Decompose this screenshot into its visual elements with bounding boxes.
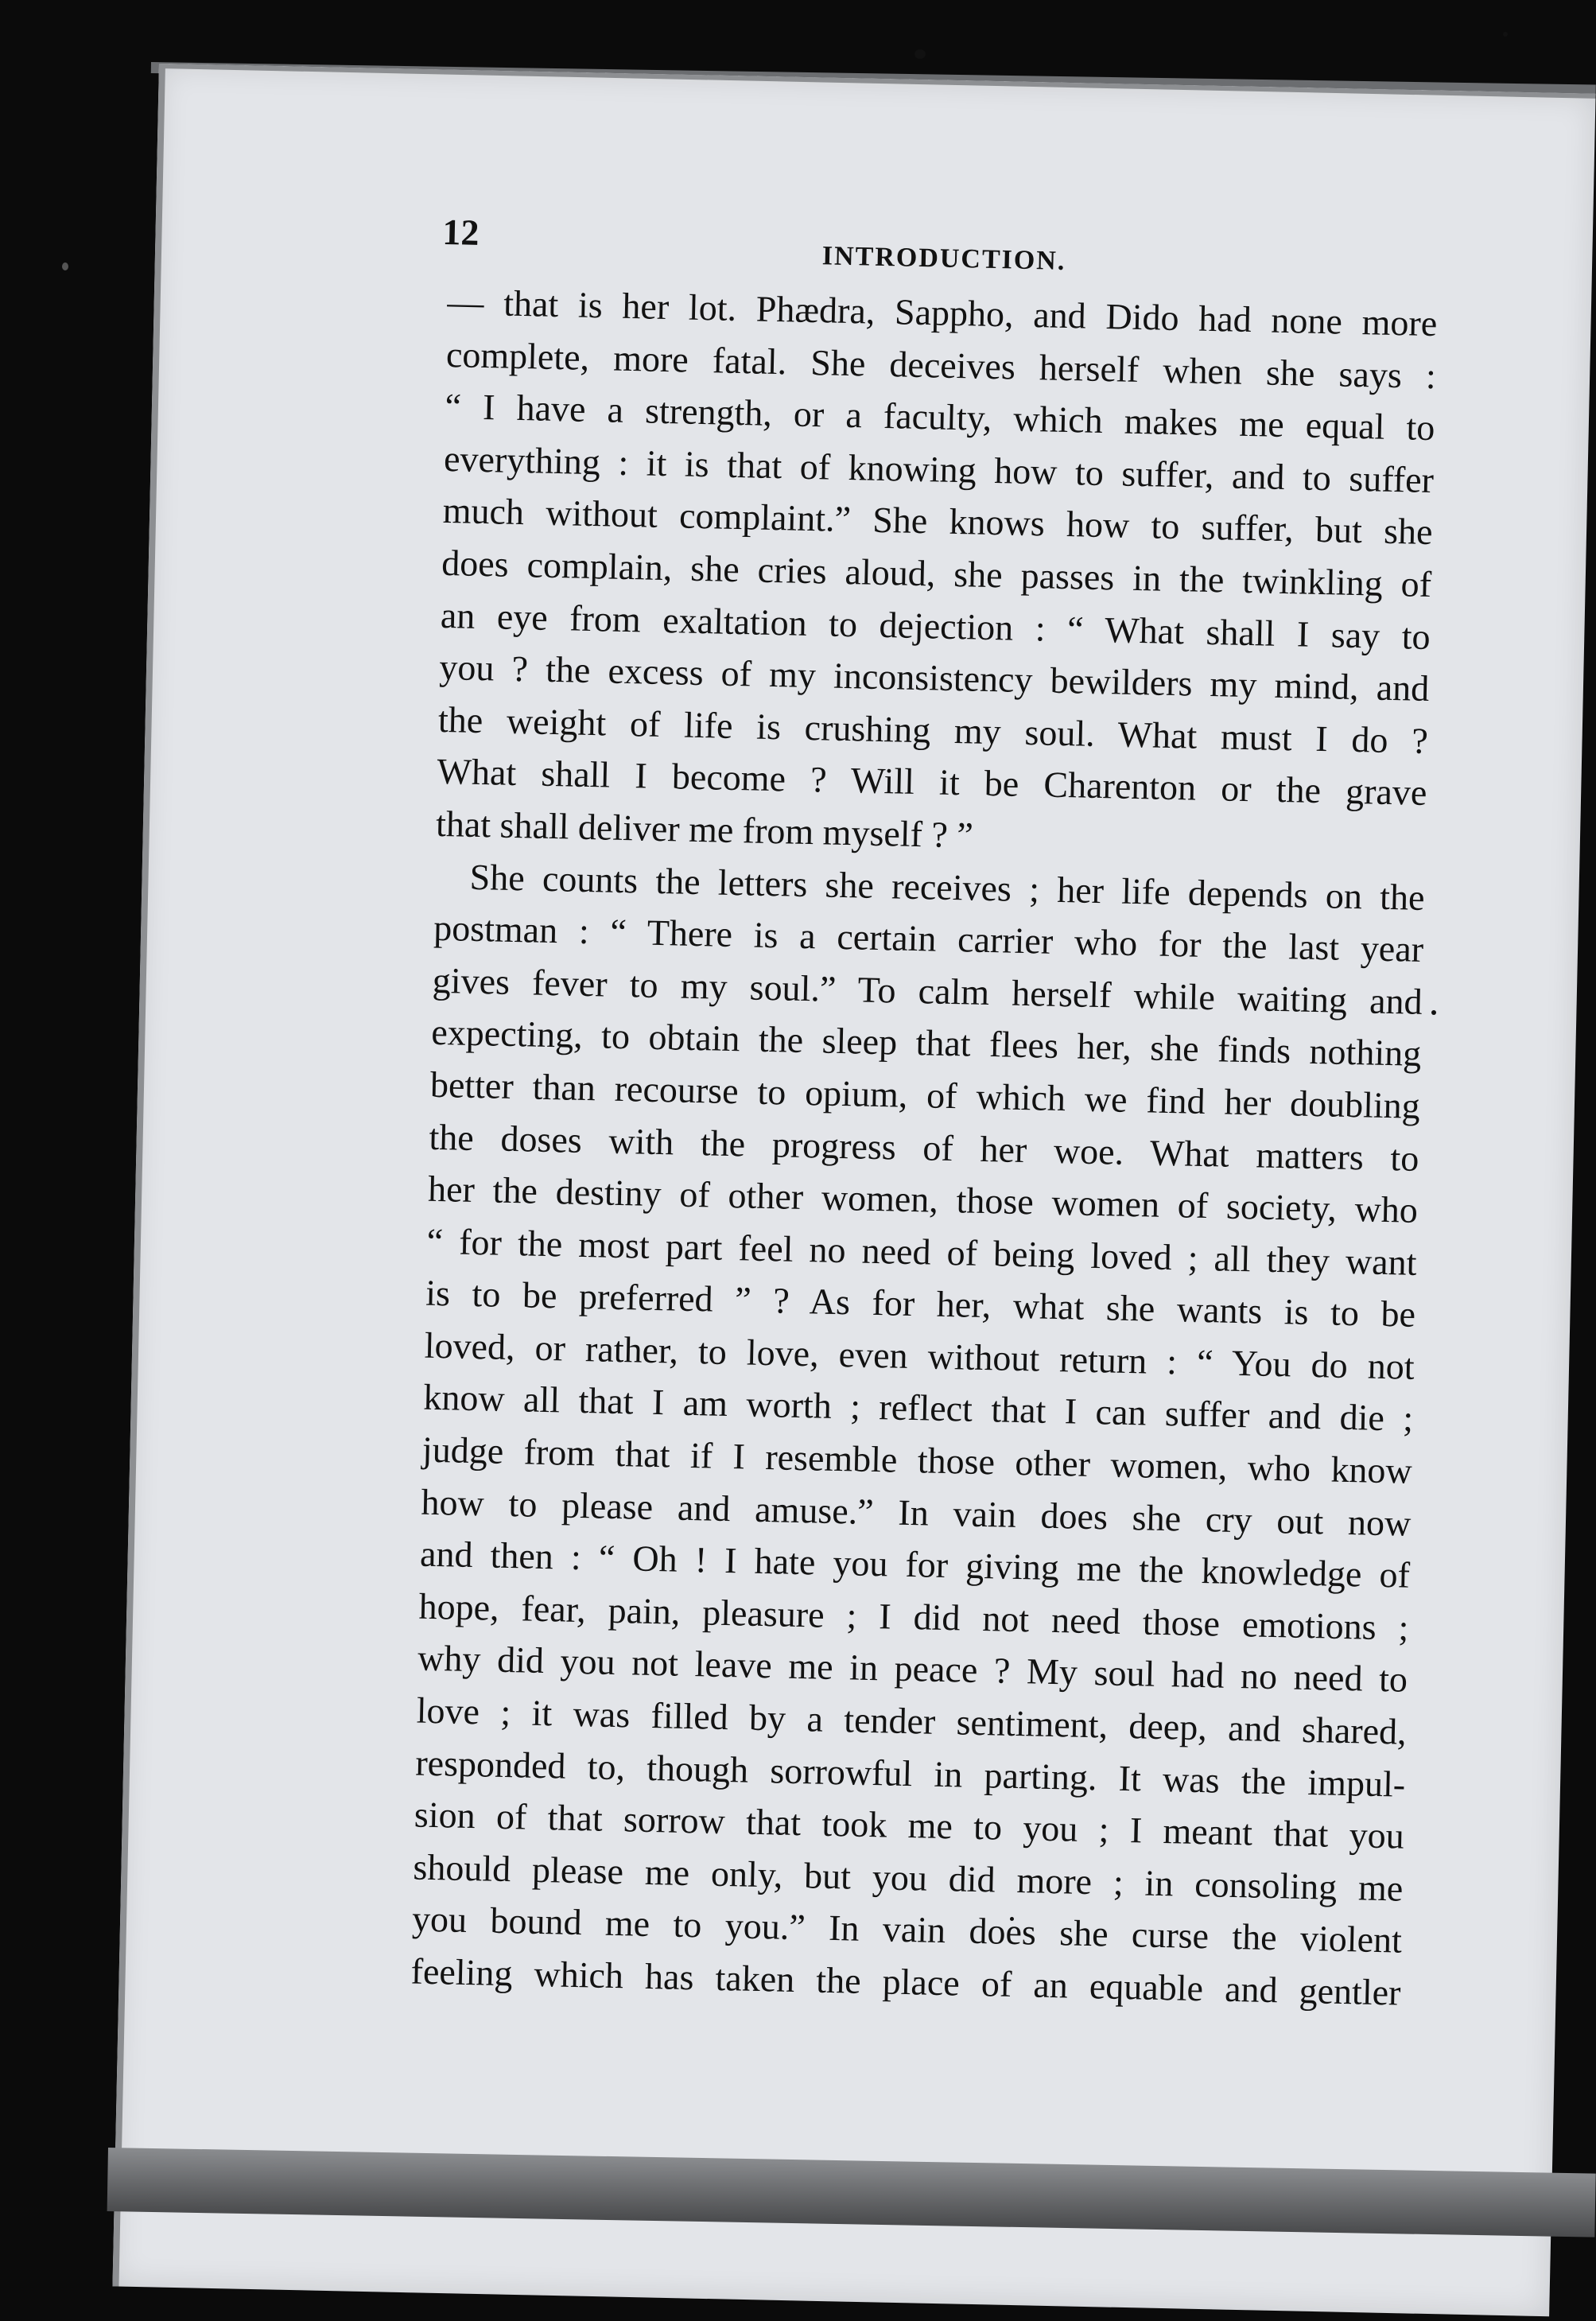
text-line: judge from that if I resemble those other women, who know: [421, 1429, 1413, 1491]
text-line: loved, or rather, to love, even without return : “ You do not: [424, 1324, 1415, 1387]
text-line: She counts the letters she receives ; her life depends on the: [469, 856, 1426, 918]
text-line: the doses with the progress of her woe. What matters to: [429, 1116, 1419, 1179]
text-line: and then : “ Oh ! I hate you for giving me the knowledge of: [419, 1533, 1411, 1596]
text-line: is to be preferred ” ? As for her, what she wants is to be: [425, 1272, 1416, 1335]
text-line: her the destiny of other women, those women of society, who: [427, 1168, 1419, 1230]
text-block: [410, 211, 1439, 2019]
text-line: feeling which has taken the place of an equable and gentler: [410, 1950, 1401, 2013]
text-line: why did you not leave me in peace ? My soul had no need to: [417, 1638, 1408, 1701]
text-line: expecting, to obtain the sleep that flees her, she finds nothing: [430, 1012, 1422, 1075]
text-line: does complain, she cries aloud, she passes in the twinkling of: [441, 542, 1432, 605]
page-number: 12: [441, 211, 480, 253]
text-line: know all that I am worth ; reflect that I can suffer and die ;: [422, 1377, 1414, 1440]
text-line: everything : it is that of knowing how to suffer, and to suffer: [443, 437, 1435, 500]
text-line: you bound me to you.” In vain does she curse the violent: [411, 1898, 1403, 1961]
paragraph-2: [410, 849, 1425, 2019]
text-line: postman : “ There is a certain carrier who for the last year: [433, 907, 1424, 970]
paragraph-1: [435, 276, 1437, 872]
text-line: you ? the excess of my inconsistency bewilders my mind, and: [438, 647, 1430, 710]
running-title: INTRODUCTION.: [821, 241, 1066, 276]
text-line: complete, more fatal. She deceives herself when she says :: [445, 333, 1437, 396]
text-line: “ I have a strength, or a faculty, which makes me equal to: [445, 386, 1435, 449]
text-line: “ for the most part feel no need of being loved ; all they want: [426, 1220, 1418, 1283]
text-line: should please me only, but you did more ; in consoling me: [413, 1846, 1404, 1909]
text-line: that shall deliver me from myself ? ”: [435, 803, 974, 856]
text-line: better than recourse to opium, of which we find her doubling: [429, 1063, 1421, 1126]
text-line: an eye from exaltation to dejection : “ What shall I say to: [440, 594, 1431, 657]
text-line: What shall I become ? Will it be Charenton or the grave: [437, 751, 1427, 814]
text-line: hope, fear, pain, pleasure ; I did not need those emotions ;: [418, 1585, 1409, 1648]
text-line: how to please and amuse.” In vain does she cry out now: [421, 1481, 1412, 1544]
text-line: — that is her lot. Phædra, Sappho, and Dido had none more: [446, 281, 1438, 344]
text-line: gives fever to my soul.” To calm herself while waiting and: [432, 959, 1423, 1022]
body-text: [410, 276, 1438, 2019]
text-line: love ; it was filled by a tender sentiment, deep, and shared,: [416, 1689, 1408, 1752]
text-line: sion of that sorrow that took me to you ; I meant that you: [414, 1794, 1405, 1856]
text-line: much without complaint.” She knows how to suffer, but she: [442, 490, 1434, 553]
text-line: responded to, though sorrowful in parting. It was the impul-: [414, 1742, 1406, 1805]
text-line: the weight of life is crushing my soul. What must I do ?: [437, 698, 1429, 761]
